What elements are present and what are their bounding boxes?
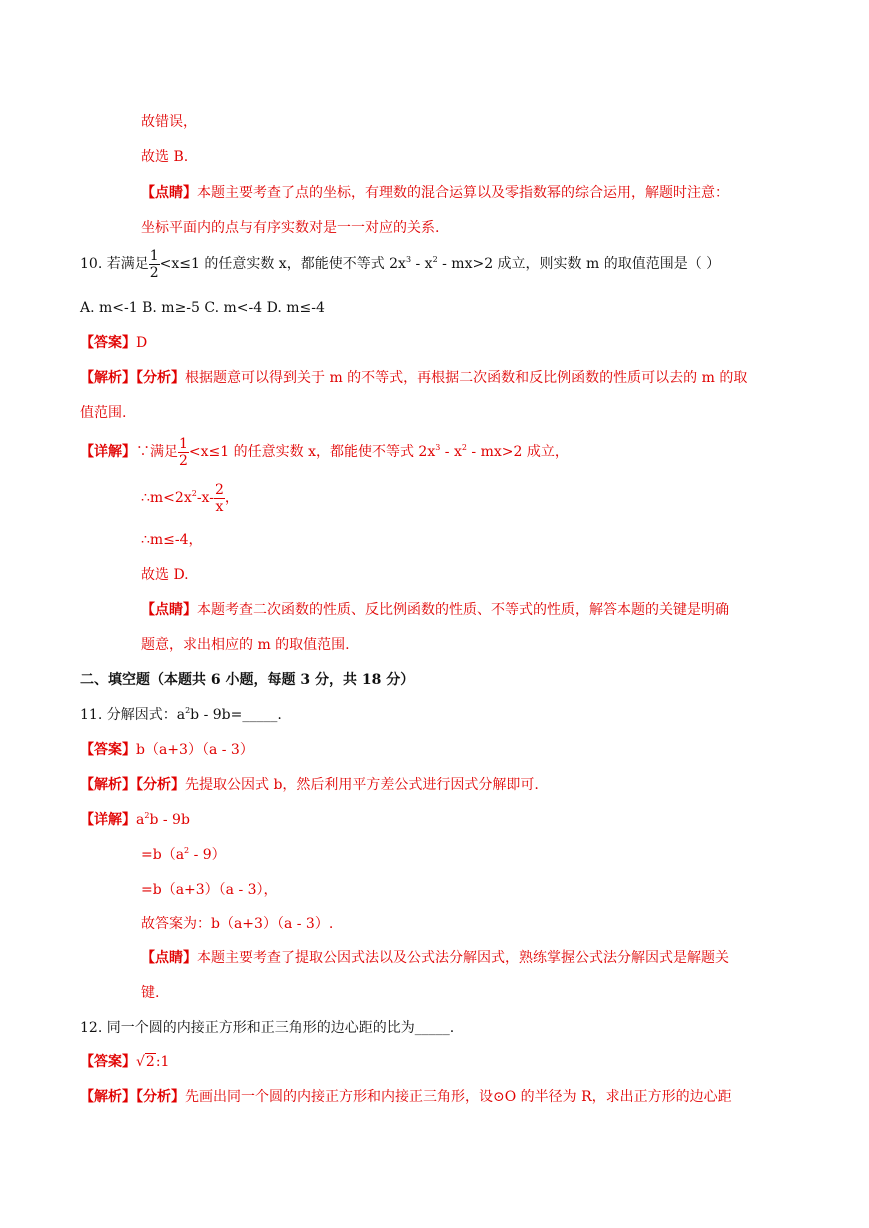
- analysis-tag: 【解析】【分析】: [80, 370, 185, 386]
- section-heading: 二、填空题（本题共 6 小题，每题 3 分，共 18 分）: [80, 672, 415, 688]
- analysis-text: 先提取公因式 b，然后利用平方差公式进行因式分解即可.: [185, 777, 539, 793]
- exp: 2: [184, 846, 190, 855]
- q12-stem: 12. 同一个圆的内接正方形和正三角形的边心距的比为_____.: [80, 1020, 455, 1036]
- q9-choose-line: 故选 B.: [141, 149, 189, 165]
- answer-tail: :1: [155, 1054, 170, 1070]
- detail-tag: 【详解】: [80, 444, 136, 460]
- step1-a: =b（a: [141, 847, 185, 863]
- answer-tag: 【答案】: [80, 335, 136, 351]
- q12-analysis: [80, 1087, 732, 1107]
- exp: 3: [405, 255, 412, 264]
- exp: 2: [432, 255, 438, 264]
- step1-b: - 9）: [189, 847, 226, 863]
- q11-answer: [80, 740, 254, 760]
- detail-b: b - 9b: [149, 812, 190, 828]
- q9-wrong-line: 故错误，: [141, 114, 197, 130]
- exp: 2: [461, 443, 467, 452]
- analysis-tag: 【解析】【分析】: [80, 1089, 185, 1105]
- fraction-one-half: [178, 436, 189, 469]
- q10-analysis: [80, 368, 747, 388]
- q10-options: A. m<-1 B. m≥-5 C. m<-4 D. m≤-4: [80, 300, 325, 316]
- q11-comment-line2: 键.: [141, 985, 160, 1001]
- detail-b: <x≤1 的任意实数 x，都能使不等式 2x: [188, 444, 436, 460]
- q10-stem: [80, 244, 720, 286]
- frac-den: 2: [149, 264, 159, 281]
- answer-text: D: [136, 335, 148, 351]
- comment-text: 本题主要考查了提取公因式法以及公式法分解因式，熟练掌握公式法分解因式是解题关: [197, 950, 729, 966]
- q10-comment: [141, 600, 729, 620]
- fraction-two-over-x: [214, 482, 225, 515]
- frac-den: x: [215, 498, 224, 515]
- q11-comment: [141, 948, 729, 968]
- detail-a: a: [136, 812, 145, 828]
- q10-detail: [80, 432, 569, 474]
- q10-answer: [80, 333, 147, 353]
- step1-b: -x-: [196, 490, 214, 506]
- answer-tag: 【答案】: [80, 1054, 136, 1070]
- frac-num: 1: [149, 247, 159, 264]
- q10-stem-d: - mx>2 成立，则实数 m 的取值范围是（ ）: [437, 256, 721, 272]
- analysis-text: 根据题意可以得到关于 m 的不等式，再根据二次函数和反比例函数的性质可以去的 m 的取: [185, 370, 748, 386]
- sqrt-radicand: 2: [145, 1054, 155, 1070]
- q10-analysis-line2: 值范围.: [80, 405, 127, 421]
- q11-stem-b: b - 9b=_____.: [190, 707, 282, 723]
- q11-stem-a: 11. 分解因式：a: [80, 707, 186, 723]
- analysis-text: 先画出同一个圆的内接正方形和内接正三角形，设⊙O 的半径为 R，求出正方形的边心距: [185, 1089, 732, 1105]
- q10-stem-c: - x: [411, 256, 433, 272]
- step1-c: ，: [224, 490, 239, 506]
- q11-analysis: [80, 775, 539, 795]
- fraction-one-half: [149, 248, 160, 281]
- q11-step1: [141, 845, 226, 867]
- exp: 2: [185, 706, 191, 715]
- q10-step1: [141, 478, 239, 520]
- q11-detail: [80, 810, 190, 832]
- detail-tag: 【详解】: [80, 812, 136, 828]
- q11-conclusion: 故答案为：b（a+3）（a - 3）.: [141, 916, 334, 932]
- q10-stem-b: <x≤1 的任意实数 x，都能使不等式 2x: [159, 256, 406, 272]
- exp: 2: [191, 489, 197, 498]
- exp: 3: [435, 443, 441, 452]
- comment-tag: 【点睛】: [141, 185, 197, 201]
- comment-tag: 【点睛】: [141, 950, 197, 966]
- q9-comment-line2: 坐标平面内的点与有序实数对是一一对应的关系.: [141, 220, 440, 236]
- sqrt-symbol: √2: [136, 1054, 155, 1070]
- q11-stem: [80, 705, 282, 727]
- detail-a: ∵满足: [136, 444, 178, 460]
- detail-d: - mx>2 成立，: [466, 444, 569, 460]
- detail-c: - x: [440, 444, 462, 460]
- answer-text: b（a+3）（a - 3）: [136, 742, 254, 758]
- analysis-tag: 【解析】【分析】: [80, 777, 185, 793]
- comment-text: 本题考查二次函数的性质、反比例函数的性质、不等式的性质，解答本题的关键是明确: [197, 602, 729, 618]
- step1-a: ∴m<2x: [141, 490, 192, 506]
- q10-comment-line2: 题意，求出相应的 m 的取值范围.: [141, 637, 350, 653]
- q12-answer: [80, 1052, 169, 1072]
- frac-num: 2: [214, 481, 224, 498]
- exp: 2: [144, 811, 150, 820]
- q9-comment: [141, 183, 729, 203]
- q10-choose: 故选 D.: [141, 567, 189, 583]
- frac-den: 2: [179, 452, 188, 469]
- frac-num: 1: [179, 435, 188, 452]
- q10-step2: ∴m≤-4，: [141, 532, 203, 548]
- comment-text: 本题主要考查了点的坐标，有理数的混合运算以及零指数幂的综合运用，解题时注意：: [197, 185, 729, 201]
- comment-tag: 【点睛】: [141, 602, 197, 618]
- answer-tag: 【答案】: [80, 742, 136, 758]
- q11-step2: =b（a+3）（a - 3），: [141, 882, 278, 898]
- q10-stem-a: 10. 若满足: [80, 256, 149, 272]
